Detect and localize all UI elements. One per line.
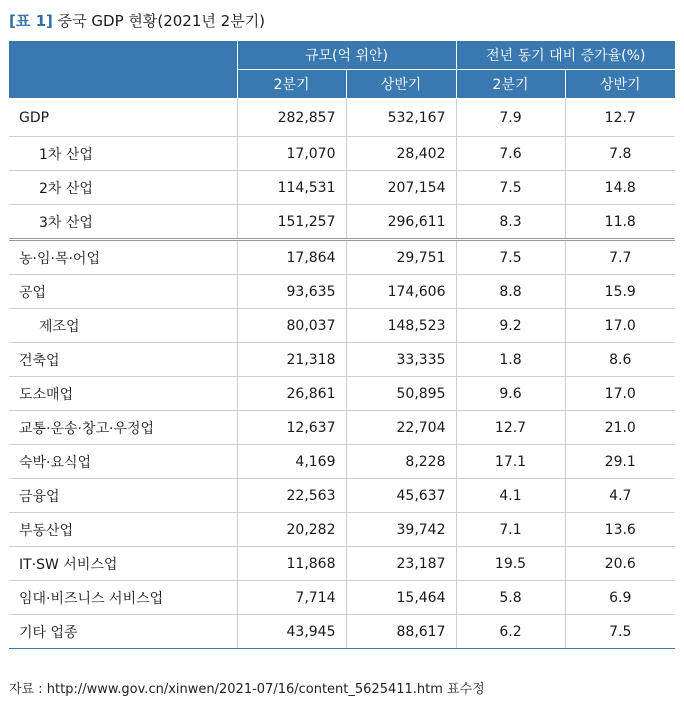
cell-scale-q2: 26,861 [237, 377, 346, 411]
cell-growth-q2: 7.6 [456, 137, 565, 171]
table-title [9, 8, 265, 34]
table-row [9, 547, 675, 581]
row-label: IT·SW 서비스업 [9, 547, 237, 581]
table-row [9, 205, 675, 240]
cell-growth-q2: 5.8 [456, 581, 565, 615]
table-body [9, 99, 675, 649]
row-label: 임대·비즈니스 서비스업 [9, 581, 237, 615]
cell-scale-h1: 8,228 [346, 445, 456, 479]
cell-growth-q2: 9.2 [456, 309, 565, 343]
cell-growth-h1: 11.8 [565, 205, 675, 240]
cell-scale-h1: 50,895 [346, 377, 456, 411]
header-growth: 전년 동기 대비 증가율(%) [456, 41, 675, 70]
table-number: [표 1] [9, 12, 53, 30]
cell-scale-h1: 174,606 [346, 275, 456, 309]
cell-growth-q2: 7.5 [456, 171, 565, 205]
cell-scale-q2: 151,257 [237, 205, 346, 240]
cell-growth-q2: 9.6 [456, 377, 565, 411]
cell-scale-q2: 20,282 [237, 513, 346, 547]
cell-growth-h1: 13.6 [565, 513, 675, 547]
row-label: 부동산업 [9, 513, 237, 547]
cell-scale-q2: 282,857 [237, 99, 346, 137]
cell-scale-q2: 114,531 [237, 171, 346, 205]
table-row [9, 615, 675, 649]
cell-growth-q2: 8.8 [456, 275, 565, 309]
table-row [9, 171, 675, 205]
cell-scale-h1: 148,523 [346, 309, 456, 343]
header-growth-h1: 상반기 [565, 70, 675, 99]
table-row [9, 513, 675, 547]
row-label: 1차 산업 [9, 137, 237, 171]
table-row [9, 240, 675, 275]
table-row [9, 445, 675, 479]
cell-scale-h1: 88,617 [346, 615, 456, 649]
header-scale: 규모(억 위안) [237, 41, 456, 70]
cell-scale-h1: 15,464 [346, 581, 456, 615]
table-row [9, 99, 675, 137]
table-row [9, 411, 675, 445]
cell-scale-h1: 23,187 [346, 547, 456, 581]
row-label: 공업 [9, 275, 237, 309]
cell-growth-h1: 7.5 [565, 615, 675, 649]
cell-scale-q2: 22,563 [237, 479, 346, 513]
cell-growth-q2: 12.7 [456, 411, 565, 445]
cell-growth-h1: 15.9 [565, 275, 675, 309]
cell-scale-q2: 11,868 [237, 547, 346, 581]
cell-scale-h1: 45,637 [346, 479, 456, 513]
cell-growth-q2: 19.5 [456, 547, 565, 581]
cell-scale-h1: 29,751 [346, 240, 456, 275]
cell-growth-q2: 7.9 [456, 99, 565, 137]
cell-scale-q2: 7,714 [237, 581, 346, 615]
cell-scale-q2: 21,318 [237, 343, 346, 377]
row-label: 농·임·목·어업 [9, 240, 237, 275]
cell-growth-h1: 7.8 [565, 137, 675, 171]
cell-growth-h1: 20.6 [565, 547, 675, 581]
cell-scale-q2: 43,945 [237, 615, 346, 649]
cell-scale-q2: 93,635 [237, 275, 346, 309]
row-label: 2차 산업 [9, 171, 237, 205]
header-corner [9, 41, 237, 99]
table-row [9, 275, 675, 309]
table-row [9, 581, 675, 615]
cell-growth-h1: 17.0 [565, 309, 675, 343]
cell-scale-q2: 12,637 [237, 411, 346, 445]
cell-growth-q2: 7.1 [456, 513, 565, 547]
header-scale-h1: 상반기 [346, 70, 456, 99]
row-label: GDP [9, 99, 237, 137]
row-label: 숙박·요식업 [9, 445, 237, 479]
cell-growth-h1: 7.7 [565, 240, 675, 275]
row-label: 제조업 [9, 309, 237, 343]
cell-scale-h1: 22,704 [346, 411, 456, 445]
cell-scale-h1: 28,402 [346, 137, 456, 171]
cell-scale-q2: 80,037 [237, 309, 346, 343]
table-row [9, 479, 675, 513]
header-scale-q2: 2분기 [237, 70, 346, 99]
cell-growth-h1: 12.7 [565, 99, 675, 137]
table-title-text: 중국 GDP 현황(2021년 2분기) [57, 12, 266, 30]
row-label: 3차 산업 [9, 205, 237, 240]
table-row [9, 377, 675, 411]
row-label: 기타 업종 [9, 615, 237, 649]
cell-growth-q2: 8.3 [456, 205, 565, 240]
cell-growth-q2: 1.8 [456, 343, 565, 377]
cell-scale-q2: 17,070 [237, 137, 346, 171]
cell-growth-h1: 29.1 [565, 445, 675, 479]
row-label: 교통·운송·창고·우정업 [9, 411, 237, 445]
row-label: 도소매업 [9, 377, 237, 411]
header-growth-q2: 2분기 [456, 70, 565, 99]
table-row [9, 137, 675, 171]
header-row-groups [9, 41, 675, 70]
gdp-table [9, 41, 675, 649]
table-row [9, 343, 675, 377]
cell-growth-q2: 7.5 [456, 240, 565, 275]
row-label: 금융업 [9, 479, 237, 513]
cell-growth-q2: 17.1 [456, 445, 565, 479]
cell-scale-h1: 39,742 [346, 513, 456, 547]
cell-scale-h1: 532,167 [346, 99, 456, 137]
cell-scale-q2: 4,169 [237, 445, 346, 479]
row-label: 건축업 [9, 343, 237, 377]
cell-scale-h1: 296,611 [346, 205, 456, 240]
cell-growth-h1: 21.0 [565, 411, 675, 445]
cell-scale-q2: 17,864 [237, 240, 346, 275]
cell-growth-h1: 17.0 [565, 377, 675, 411]
cell-growth-h1: 8.6 [565, 343, 675, 377]
cell-growth-h1: 6.9 [565, 581, 675, 615]
cell-growth-q2: 6.2 [456, 615, 565, 649]
cell-scale-h1: 207,154 [346, 171, 456, 205]
cell-growth-h1: 14.8 [565, 171, 675, 205]
cell-scale-h1: 33,335 [346, 343, 456, 377]
cell-growth-h1: 4.7 [565, 479, 675, 513]
cell-growth-q2: 4.1 [456, 479, 565, 513]
table-row [9, 309, 675, 343]
source-note: 자료 : http://www.gov.cn/xinwen/2021-07/16/content_5625411.htm 표수정 [9, 682, 485, 697]
